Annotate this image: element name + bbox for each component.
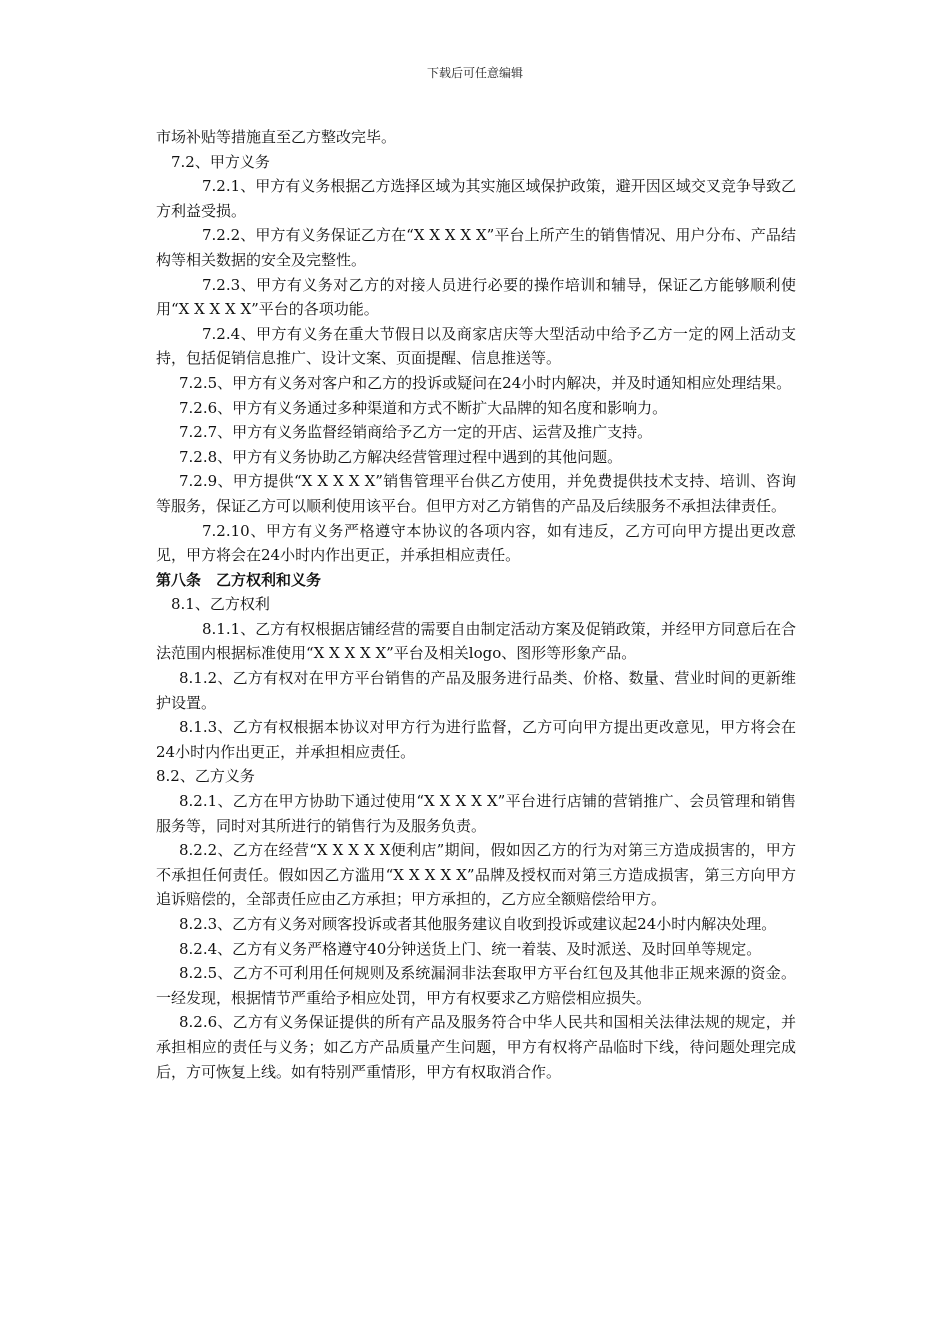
paragraph: 8.2.5、乙方不可利用任何规则及系统漏洞非法套取甲方平台红包及其他非正规来源的资金。一经发现，根据情节严重给予相应处罚，甲方有权要求乙方赔偿相应损失。 (156, 964, 796, 1007)
paragraph: 8.2.4、乙方有义务严格遵守40分钟送货上门、统一着装、及时派送、及时回单等规定。 (179, 939, 762, 958)
paragraph: 7.2.4、甲方有义务在重大节假日以及商家店庆等大型活动中给予乙方一定的网上活动支持，包括促销信息推广、设计文案、页面提醒、信息推送等。 (156, 324, 796, 368)
paragraph: 7.2.9、甲方提供“X X X X X”销售管理平台供乙方使用，并免费提供技术支持、培训、咨询等服务，保证乙方可以顺利使用该平台。但甲方对乙方销售的产品及后续服务不承担法律责任。 (156, 472, 796, 515)
paragraph: 7.2.6、甲方有义务通过多种渠道和方式不断扩大品牌的知名度和影响力。 (179, 398, 668, 417)
paragraph: 8.2.1、乙方在甲方协助下通过使用“X X X X X”平台进行店铺的营销推广、会员管理和销售服务等，同时对其所进行的销售行为及服务负责。 (156, 792, 796, 835)
paragraph: 8.2.6、乙方有义务保证提供的所有产品及服务符合中华人民共和国相关法律法规的规定，并承担相应的责任与义务；如乙方产品质量产生问题，甲方有权将产品临时下线，待问题处理完成后，方可恢复上线。如有特别严重情形，甲方有权取消合作。 (156, 1013, 796, 1081)
document-body (156, 125, 796, 1084)
paragraph: 8.1.1、乙方有权根据店铺经营的需要自由制定活动方案及促销政策，并经甲方同意后在合法范围内根据标准使用“X X X X X”平台及相关logo、图形等形象产品。 (156, 619, 796, 663)
paragraph: 8.2、乙方义务 (156, 767, 255, 786)
paragraph: 7.2.8、甲方有义务协助乙方解决经营管理过程中遇到的其他问题。 (179, 447, 623, 466)
paragraph: 7.2、甲方义务 (171, 152, 270, 171)
section-heading: 第八条 乙方权利和义务 (156, 570, 322, 589)
paragraph: 市场补贴等措施直至乙方整改完毕。 (156, 128, 397, 146)
paragraph: 7.2.7、甲方有义务监督经销商给予乙方一定的开店、运营及推广支持。 (179, 423, 653, 442)
paragraph: 8.2.2、乙方在经营“X X X X X便利店”期间，假如因乙方的行为对第三方造成损害的，甲方不承担任何责任。假如因乙方滥用“X X X X X”品牌及授权而对第三方造成损害，第三方向甲方追诉赔偿的，全部责任应由乙方承担；甲方承担的，乙方应全额赔偿给甲方。 (156, 841, 796, 909)
paragraph: 7.2.2、甲方有义务保证乙方在“X X X X X”平台上所产生的销售情况、用户分布、产品结构等相关数据的安全及完整性。 (156, 226, 796, 269)
paragraph: 7.2.1、甲方有义务根据乙方选择区域为其实施区域保护政策，避开因区域交叉竞争导致乙方利益受损。 (156, 177, 796, 220)
page-header: 下载后可任意编辑 (426, 66, 523, 80)
paragraph: 8.1、乙方权利 (171, 595, 270, 614)
paragraph: 7.2.10、甲方有义务严格遵守本协议的各项内容，如有违反，乙方可向甲方提出更改意见，甲方将会在24小时内作出更正，并承担相应责任。 (156, 521, 796, 565)
paragraph: 7.2.3、甲方有义务对乙方的对接人员进行必要的操作培训和辅导，保证乙方能够顺利使用“X X X X X”平台的各项功能。 (156, 275, 796, 319)
paragraph: 8.1.3、乙方有权根据本协议对甲方行为进行监督，乙方可向甲方提出更改意见，甲方将会在24小时内作出更正，并承担相应责任。 (156, 718, 796, 761)
paragraph: 8.1.2、乙方有权对在甲方平台销售的产品及服务进行品类、价格、数量、营业时间的更新维护设置。 (156, 669, 796, 712)
paragraph: 7.2.5、甲方有义务对客户和乙方的投诉或疑问在24小时内解决，并及时通知相应处理结果。 (179, 373, 792, 392)
paragraph: 8.2.3、乙方有义务对顾客投诉或者其他服务建议自收到投诉或建议起24小时内解决处理。 (179, 915, 777, 933)
